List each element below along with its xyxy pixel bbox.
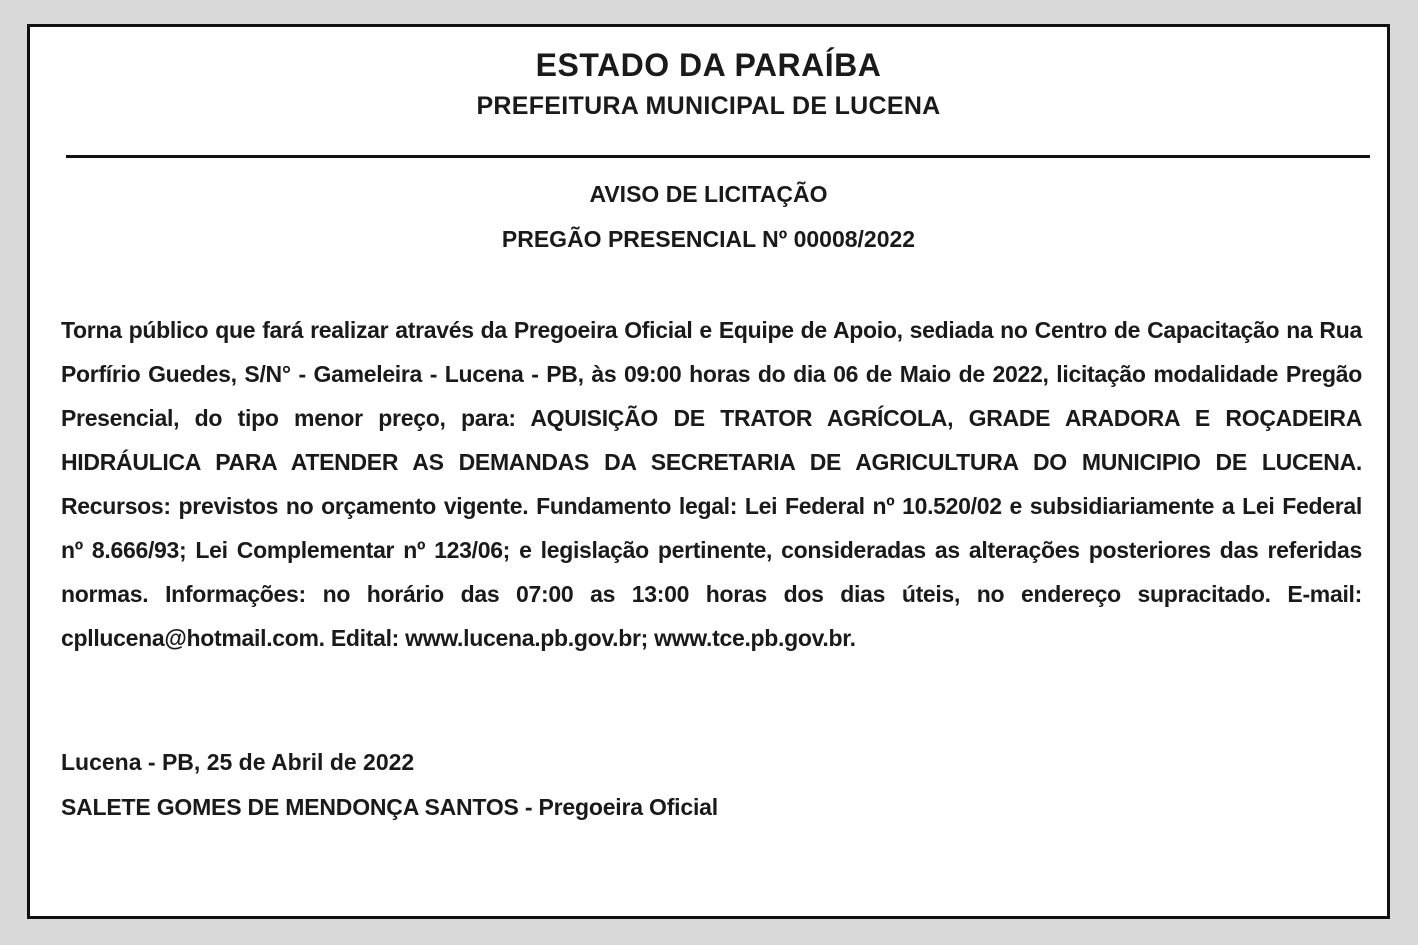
- header-divider: [66, 155, 1370, 158]
- notice-subtitle: PREGÃO PRESENCIAL Nº 00008/2022: [501, 226, 916, 252]
- notice-body: Torna público que fará realizar através da Pregoeira Oficial e Equipe de Apoio, sediada no Centro de Capacitação na Rua Porfírio Guedes, S/N° - Gameleira - Lucena - PB, às 09:00 horas do dia 06 de Maio de 2022, licitação modalidade Pregão Presencial, do tipo menor preço, para: AQUISIÇÃO DE TRATOR AGRÍCOLA, GRADE ARADORA E ROÇADEIRA HIDRÁULICA PARA ATENDER AS DEMANDAS DA SECRETARIA DE AGRICULTURA DO MUNICIPIO DE LUCENA. Recursos: previstos no orçamento vigente. Fundamento legal: Lei Federal nº 10.520/02 e subsidiariamente a Lei Federal nº 8.666/93; Lei Complementar nº 123/06; e legislação pertinente, consideradas as alterações posteriores das referidas normas. Informações: no horário das 07:00 as 13:00 horas dos dias úteis, no endereço supracitado. E-mail: cpllucena@hotmail.com. Edital: www.lucena.pb.gov.br; www.tce.pb.gov.br.: [61, 317, 1362, 651]
- state-heading: ESTADO DA PARAÍBA: [535, 47, 882, 83]
- notice-title: AVISO DE LICITAÇÃO: [589, 181, 828, 207]
- city-hall-heading: PREFEITURA MUNICIPAL DE LUCENA: [476, 92, 941, 120]
- notice-frame: [27, 24, 1390, 919]
- signatory: SALETE GOMES DE MENDONÇA SANTOS - Pregoeira Oficial: [61, 794, 718, 820]
- place-date: Lucena - PB, 25 de Abril de 2022: [61, 749, 415, 775]
